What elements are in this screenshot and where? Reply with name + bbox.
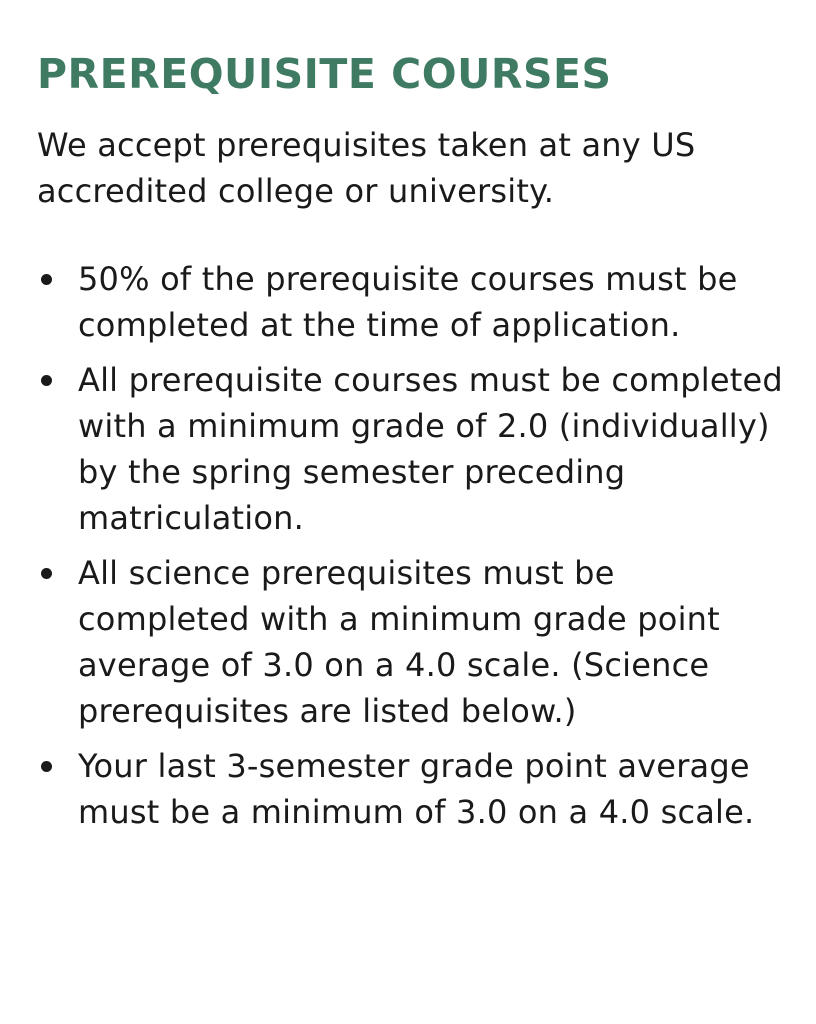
bullet-icon <box>41 568 52 579</box>
list-item <box>37 357 787 541</box>
list-item-text: All prerequisite courses must be completed with a minimum grade of 2.0 (individually) by the spring semester preceding matriculation. <box>78 361 783 537</box>
list-item-text: All science prerequisites must be completed with a minimum grade point average of 3.0 on a 4.0 scale. (Science prerequisites are listed below.) <box>78 554 720 730</box>
bullet-icon <box>41 761 52 772</box>
prerequisite-section <box>37 48 787 844</box>
list-item-text: Your last 3-semester grade point average must be a minimum of 3.0 on a 4.0 scale. <box>78 747 755 831</box>
requirements-list <box>37 256 787 835</box>
list-item <box>37 256 787 348</box>
bullet-icon <box>41 274 52 285</box>
bullet-icon <box>41 375 52 386</box>
section-title: PREREQUISITE COURSES <box>37 50 612 98</box>
list-item <box>37 550 787 734</box>
intro-paragraph: We accept prerequisites taken at any US accredited college or university. <box>37 126 696 210</box>
list-item-text: 50% of the prerequisite courses must be completed at the time of application. <box>78 260 738 344</box>
list-item <box>37 743 787 835</box>
